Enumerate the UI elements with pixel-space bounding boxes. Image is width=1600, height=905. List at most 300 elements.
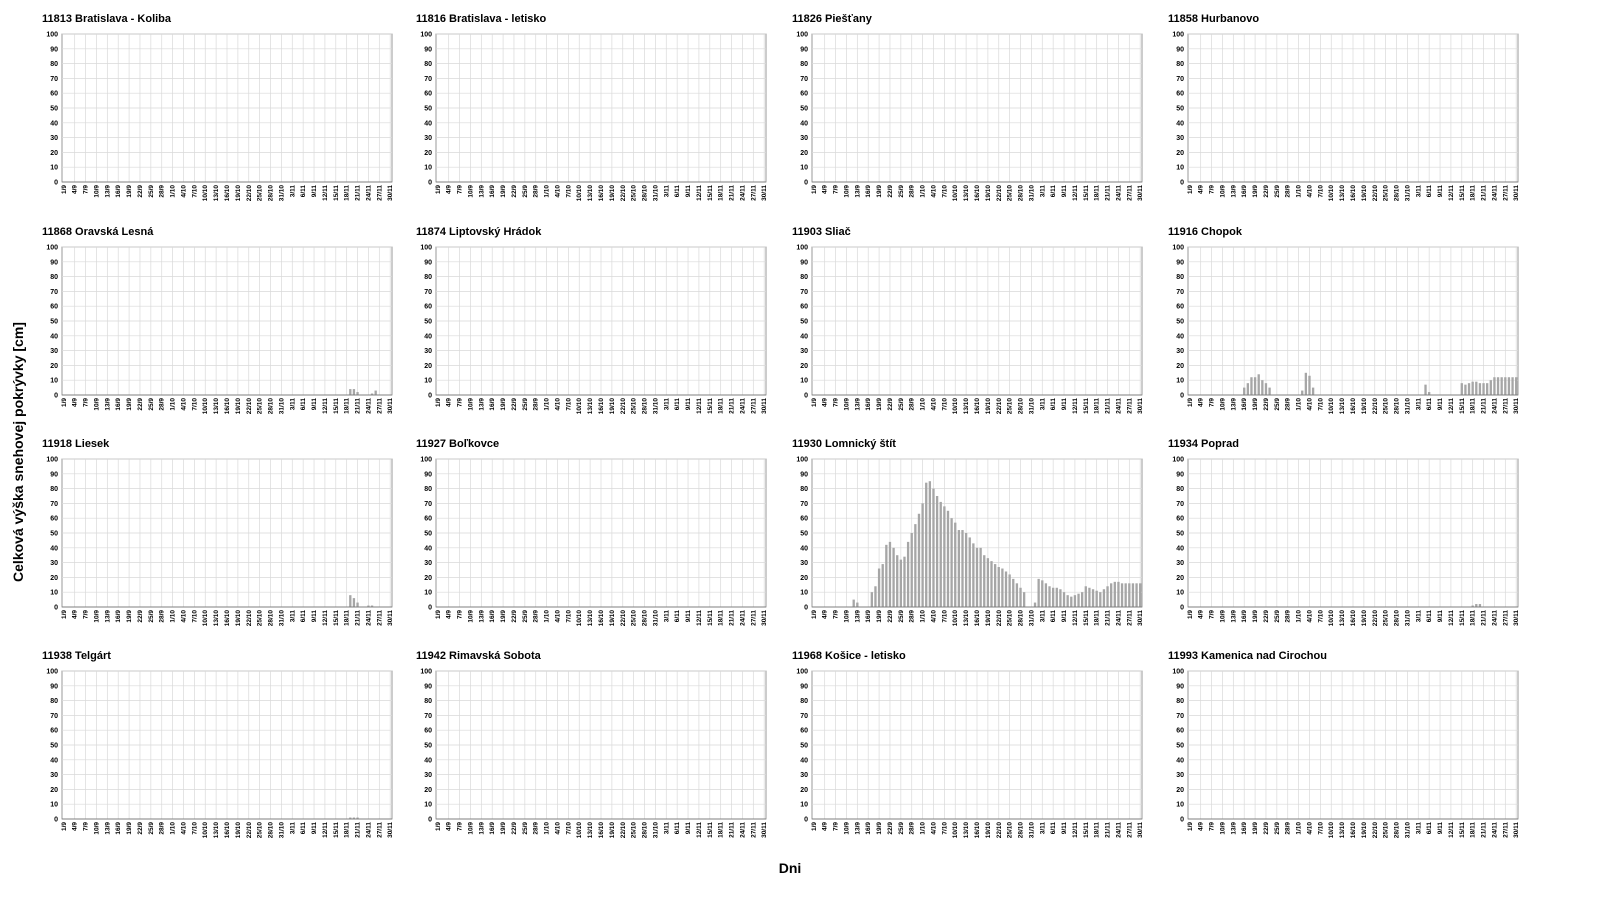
y-tick-label: 60 xyxy=(1176,303,1184,311)
x-tick-label: 1/10 xyxy=(169,185,177,198)
y-tick-label: 60 xyxy=(424,303,432,311)
x-tick-label: 13/9 xyxy=(1230,185,1238,198)
x-tick-label: 7/9 xyxy=(82,610,90,620)
y-tick-label: 30 xyxy=(1176,560,1184,568)
x-tick-label: 18/11 xyxy=(1093,610,1101,626)
x-tick-label: 27/11 xyxy=(1126,185,1134,201)
data-bar xyxy=(932,489,934,607)
x-tick-label: 13/10 xyxy=(213,185,221,202)
data-bar xyxy=(1005,571,1007,607)
x-tick-label: 7/9 xyxy=(456,398,464,408)
y-tick-label: 30 xyxy=(424,560,432,568)
x-tick-label: 16/9 xyxy=(1241,822,1249,835)
x-tick-label: 4/10 xyxy=(1306,398,1314,411)
data-bar xyxy=(896,555,898,607)
x-tick-label: 12/11 xyxy=(1447,822,1455,838)
x-tick-label: 13/10 xyxy=(213,398,221,415)
x-tick-label: 30/11 xyxy=(1137,185,1145,201)
x-tick-label: 13/9 xyxy=(854,398,862,411)
x-tick-label: 1/10 xyxy=(1295,185,1303,198)
x-tick-label: 21/11 xyxy=(1104,398,1112,414)
x-tick-label: 28/9 xyxy=(532,185,540,198)
y-tick-label: 50 xyxy=(424,742,432,750)
x-tick-label: 13/10 xyxy=(963,185,971,202)
data-bar xyxy=(1056,588,1058,607)
data-bar xyxy=(1258,374,1260,395)
x-tick-label: 1/9 xyxy=(810,398,818,408)
x-tick-label: 10/9 xyxy=(843,185,851,198)
x-tick-label: 13/9 xyxy=(104,185,112,198)
x-tick-label: 25/9 xyxy=(1273,822,1281,835)
data-bar xyxy=(878,569,880,607)
x-tick-label: 10/10 xyxy=(576,822,584,839)
x-tick-label: 10/9 xyxy=(93,610,101,623)
x-tick-label: 19/10 xyxy=(608,398,616,415)
data-bar xyxy=(1037,579,1039,607)
data-bar xyxy=(856,603,858,607)
x-tick-label: 16/9 xyxy=(865,610,873,623)
x-tick-label: 10/10 xyxy=(1328,610,1336,627)
x-tick-label: 7/9 xyxy=(832,185,840,195)
x-tick-label: 22/9 xyxy=(510,610,518,623)
y-tick-label: 50 xyxy=(424,530,432,538)
x-tick-label: 18/11 xyxy=(1469,185,1477,201)
y-tick-label: 50 xyxy=(50,318,58,326)
x-tick-label: 10/9 xyxy=(843,398,851,411)
x-tick-label: 19/9 xyxy=(876,185,884,198)
data-bar xyxy=(998,567,1000,607)
x-tick-label: 19/9 xyxy=(126,185,134,198)
x-tick-label: 9/11 xyxy=(685,398,693,411)
x-tick-label: 13/10 xyxy=(213,822,221,839)
x-tick-label: 6/11 xyxy=(1426,610,1434,623)
x-tick-label: 21/11 xyxy=(1480,398,1488,414)
y-tick-label: 60 xyxy=(800,727,808,735)
y-tick-label: 10 xyxy=(50,589,58,597)
data-bar xyxy=(1464,385,1466,395)
x-tick-label: 28/10 xyxy=(1393,822,1401,839)
x-tick-label: 1/10 xyxy=(169,610,177,623)
x-tick-label: 10/10 xyxy=(576,398,584,415)
x-tick-label: 24/11 xyxy=(1491,398,1499,414)
x-tick-label: 28/9 xyxy=(1284,610,1292,623)
x-tick-label: 4/9 xyxy=(821,822,829,832)
x-tick-label: 25/10 xyxy=(1006,398,1014,415)
y-tick-label: 20 xyxy=(424,362,432,370)
y-tick-label: 90 xyxy=(50,471,58,479)
x-tick-label: 16/10 xyxy=(1350,610,1357,627)
data-bar xyxy=(1501,377,1503,395)
x-tick-label: 4/10 xyxy=(180,822,188,835)
x-tick-label: 28/10 xyxy=(1017,398,1025,415)
x-tick-label: 12/11 xyxy=(1447,398,1455,414)
data-bar xyxy=(1305,373,1307,395)
y-tick-label: 10 xyxy=(800,589,808,597)
y-tick-label: 20 xyxy=(424,574,432,582)
x-tick-label: 18/11 xyxy=(343,398,351,414)
y-tick-label: 0 xyxy=(54,816,58,824)
x-tick-label: 28/10 xyxy=(1017,610,1025,627)
x-tick-label: 9/11 xyxy=(311,185,319,198)
data-bar xyxy=(874,586,876,607)
x-tick-label: 12/11 xyxy=(321,398,329,414)
data-bar xyxy=(1041,580,1043,607)
y-tick-label: 30 xyxy=(800,348,808,356)
data-bar xyxy=(349,389,351,395)
x-tick-label: 19/10 xyxy=(1360,610,1368,627)
y-tick-label: 70 xyxy=(424,75,432,83)
y-tick-label: 40 xyxy=(50,120,58,128)
data-bar xyxy=(1103,589,1105,607)
x-tick-label: 7/10 xyxy=(191,610,199,623)
x-tick-label: 22/10 xyxy=(995,610,1003,627)
x-tick-label: 22/9 xyxy=(136,610,144,623)
panel-title: 11874 Liptovský Hrádok xyxy=(416,226,542,238)
x-tick-label: 7/10 xyxy=(191,822,199,835)
x-tick-label: 16/10 xyxy=(1350,398,1357,415)
x-tick-label: 28/10 xyxy=(641,822,649,839)
x-tick-label: 22/9 xyxy=(1262,822,1270,835)
y-tick-label: 50 xyxy=(50,530,58,538)
x-tick-label: 7/9 xyxy=(832,822,840,832)
x-tick-label: 22/10 xyxy=(619,185,627,202)
panel-title: 11942 Rimavská Sobota xyxy=(416,650,541,662)
x-tick-label: 28/9 xyxy=(158,185,166,198)
x-tick-label: 10/10 xyxy=(952,185,960,202)
x-tick-label: 12/11 xyxy=(695,398,703,414)
x-tick-label: 12/11 xyxy=(321,610,329,626)
data-bar xyxy=(925,483,927,607)
y-tick-label: 80 xyxy=(1176,274,1184,282)
x-tick-label: 16/9 xyxy=(865,185,873,198)
data-bar xyxy=(1066,595,1068,607)
x-tick-label: 7/9 xyxy=(82,822,90,832)
x-tick-label: 28/9 xyxy=(158,610,166,623)
x-tick-label: 16/9 xyxy=(865,822,873,835)
x-tick-label: 1/10 xyxy=(919,398,927,411)
x-tick-label: 28/10 xyxy=(267,822,275,839)
data-bar xyxy=(958,530,960,607)
chart-panel xyxy=(792,226,1144,414)
x-tick-label: 10/10 xyxy=(202,822,210,839)
x-tick-label: 10/9 xyxy=(1219,398,1227,411)
x-tick-label: 28/9 xyxy=(158,822,166,835)
x-tick-label: 16/10 xyxy=(598,398,605,415)
x-tick-label: 1/10 xyxy=(919,610,927,623)
x-tick-label: 31/10 xyxy=(278,610,286,627)
data-bar xyxy=(1139,583,1141,607)
y-tick-label: 90 xyxy=(800,46,808,54)
x-tick-label: 15/11 xyxy=(1082,398,1090,414)
x-tick-label: 15/11 xyxy=(332,398,340,414)
x-tick-label: 13/9 xyxy=(478,610,486,623)
x-tick-label: 10/9 xyxy=(93,822,101,835)
chart-panel xyxy=(792,13,1144,201)
y-tick-label: 90 xyxy=(50,683,58,691)
x-tick-label: 18/11 xyxy=(343,822,351,838)
x-tick-label: 13/9 xyxy=(104,822,112,835)
data-bar xyxy=(940,502,942,607)
y-tick-label: 20 xyxy=(50,362,58,370)
y-tick-label: 60 xyxy=(424,727,432,735)
x-tick-label: 28/10 xyxy=(267,185,275,202)
chart-panel xyxy=(792,650,1144,838)
x-tick-label: 16/9 xyxy=(489,610,497,623)
x-tick-label: 10/10 xyxy=(202,398,210,415)
x-tick-label: 4/9 xyxy=(821,610,829,620)
x-tick-label: 9/11 xyxy=(685,185,693,198)
x-tick-label: 27/11 xyxy=(1126,822,1134,838)
x-tick-label: 9/11 xyxy=(1437,610,1445,623)
x-tick-label: 6/11 xyxy=(300,822,308,835)
x-tick-label: 25/10 xyxy=(1006,185,1014,202)
x-tick-label: 15/11 xyxy=(1082,185,1090,201)
x-tick-label: 7/9 xyxy=(1208,822,1216,832)
x-tick-label: 10/10 xyxy=(1328,822,1336,839)
x-tick-label: 27/11 xyxy=(750,822,758,838)
x-tick-label: 22/10 xyxy=(245,822,253,839)
y-tick-label: 50 xyxy=(1176,318,1184,326)
y-tick-label: 20 xyxy=(1176,149,1184,157)
x-tick-label: 12/11 xyxy=(1071,610,1079,626)
x-tick-label: 24/11 xyxy=(1491,185,1499,201)
x-tick-label: 21/11 xyxy=(1104,610,1112,626)
x-tick-label: 1/10 xyxy=(543,610,551,623)
shared-y-axis-label: Celková výška snehovej pokrývky [cm] xyxy=(10,322,26,582)
data-bar xyxy=(936,496,938,607)
x-tick-label: 21/11 xyxy=(728,185,736,201)
y-tick-label: 20 xyxy=(1176,786,1184,794)
data-bar xyxy=(1308,376,1310,395)
y-tick-label: 80 xyxy=(424,61,432,69)
y-tick-label: 100 xyxy=(420,244,432,252)
x-tick-label: 30/11 xyxy=(761,185,769,201)
x-tick-label: 31/10 xyxy=(1028,610,1036,627)
x-tick-label: 1/10 xyxy=(543,822,551,835)
x-tick-label: 19/10 xyxy=(1360,185,1368,202)
chart-panel xyxy=(42,13,394,201)
y-tick-label: 10 xyxy=(800,801,808,809)
y-tick-label: 90 xyxy=(1176,471,1184,479)
x-tick-label: 1/9 xyxy=(60,398,68,408)
chart-panel xyxy=(1168,226,1520,414)
x-tick-label: 21/11 xyxy=(728,610,736,626)
x-tick-label: 15/11 xyxy=(706,822,714,838)
x-tick-label: 16/9 xyxy=(1241,185,1249,198)
y-tick-label: 100 xyxy=(46,31,58,39)
x-tick-label: 31/10 xyxy=(1028,398,1036,415)
x-tick-label: 25/10 xyxy=(1382,610,1390,627)
y-tick-label: 50 xyxy=(800,318,808,326)
x-tick-label: 7/10 xyxy=(565,610,573,623)
panel-title: 11938 Telgárt xyxy=(42,650,111,662)
data-bar xyxy=(889,542,891,607)
data-bar xyxy=(1088,588,1090,607)
y-tick-label: 100 xyxy=(420,31,432,39)
data-bar xyxy=(892,548,894,607)
x-tick-label: 21/11 xyxy=(1480,610,1488,626)
x-tick-label: 22/9 xyxy=(886,398,894,411)
chart-panel xyxy=(792,438,1144,626)
x-tick-label: 10/10 xyxy=(576,185,584,202)
x-tick-label: 7/9 xyxy=(1208,398,1216,408)
x-tick-label: 1/10 xyxy=(919,185,927,198)
x-tick-label: 31/10 xyxy=(1028,185,1036,202)
x-tick-label: 13/10 xyxy=(587,398,595,415)
data-bar xyxy=(1063,592,1065,607)
data-bar xyxy=(929,481,931,607)
x-tick-label: 16/10 xyxy=(974,185,981,202)
x-tick-label: 7/9 xyxy=(82,398,90,408)
y-tick-label: 20 xyxy=(50,149,58,157)
y-tick-label: 70 xyxy=(800,500,808,508)
x-tick-label: 22/10 xyxy=(1371,822,1379,839)
y-tick-label: 40 xyxy=(424,333,432,341)
y-tick-label: 60 xyxy=(424,515,432,523)
y-tick-label: 50 xyxy=(424,105,432,113)
x-tick-label: 1/10 xyxy=(919,822,927,835)
x-tick-label: 1/9 xyxy=(434,398,442,408)
panel-title: 11930 Lomnický štít xyxy=(792,438,896,450)
data-bar xyxy=(1268,388,1270,395)
x-tick-label: 10/10 xyxy=(202,185,210,202)
panel-title: 11934 Poprad xyxy=(1168,438,1239,450)
x-tick-label: 16/9 xyxy=(115,185,123,198)
data-bar xyxy=(965,533,967,607)
data-bar xyxy=(1515,377,1517,395)
data-bar xyxy=(1128,583,1130,607)
y-tick-label: 70 xyxy=(800,288,808,296)
data-bar xyxy=(853,600,855,607)
x-tick-label: 4/10 xyxy=(180,185,188,198)
y-tick-label: 60 xyxy=(50,90,58,98)
x-tick-label: 13/10 xyxy=(963,822,971,839)
y-tick-label: 10 xyxy=(424,377,432,385)
data-bar xyxy=(353,389,355,395)
x-tick-label: 21/11 xyxy=(354,398,362,414)
x-tick-label: 31/10 xyxy=(1028,822,1036,839)
x-tick-label: 12/11 xyxy=(695,822,703,838)
x-tick-label: 9/11 xyxy=(1437,822,1445,835)
x-tick-label: 3/11 xyxy=(1415,822,1423,835)
y-tick-label: 0 xyxy=(428,816,432,824)
x-tick-label: 16/9 xyxy=(1241,610,1249,623)
y-tick-label: 30 xyxy=(1176,348,1184,356)
x-tick-label: 7/10 xyxy=(1317,398,1325,411)
x-tick-label: 7/10 xyxy=(191,185,199,198)
x-tick-label: 30/11 xyxy=(387,822,395,838)
x-tick-label: 13/10 xyxy=(587,610,595,627)
data-bar xyxy=(994,564,996,607)
x-tick-label: 3/11 xyxy=(289,398,297,411)
x-tick-label: 28/10 xyxy=(1393,398,1401,415)
y-tick-label: 60 xyxy=(50,727,58,735)
x-tick-label: 13/10 xyxy=(1339,610,1347,627)
x-tick-label: 22/9 xyxy=(886,185,894,198)
x-tick-label: 22/10 xyxy=(995,822,1003,839)
x-tick-label: 28/9 xyxy=(908,398,916,411)
x-tick-label: 30/11 xyxy=(1513,610,1521,626)
x-tick-label: 19/10 xyxy=(1360,822,1368,839)
y-tick-label: 80 xyxy=(424,274,432,282)
data-bar xyxy=(1135,583,1137,607)
x-tick-label: 31/10 xyxy=(652,610,660,627)
x-tick-label: 1/9 xyxy=(60,822,68,832)
x-tick-label: 19/9 xyxy=(126,398,134,411)
x-tick-label: 28/10 xyxy=(641,185,649,202)
x-tick-label: 28/9 xyxy=(908,185,916,198)
x-tick-label: 15/11 xyxy=(706,610,714,626)
y-tick-label: 0 xyxy=(54,604,58,612)
x-tick-label: 28/9 xyxy=(908,822,916,835)
x-tick-label: 6/11 xyxy=(1050,185,1058,198)
data-bar xyxy=(1132,583,1134,607)
x-tick-label: 3/11 xyxy=(1415,610,1423,623)
data-bar xyxy=(914,524,916,607)
y-tick-label: 50 xyxy=(800,105,808,113)
y-tick-label: 90 xyxy=(424,259,432,267)
x-tick-label: 25/10 xyxy=(256,398,264,415)
y-tick-label: 0 xyxy=(804,392,808,400)
x-tick-label: 13/9 xyxy=(478,822,486,835)
x-tick-label: 22/10 xyxy=(245,185,253,202)
x-tick-label: 25/9 xyxy=(1273,185,1281,198)
x-tick-label: 25/9 xyxy=(521,610,529,623)
x-tick-label: 13/9 xyxy=(478,185,486,198)
y-tick-label: 20 xyxy=(800,786,808,794)
x-tick-label: 24/11 xyxy=(1115,610,1123,626)
x-tick-label: 6/11 xyxy=(1426,822,1434,835)
x-tick-label: 31/10 xyxy=(1404,610,1412,627)
data-bar xyxy=(1301,391,1303,395)
y-tick-label: 100 xyxy=(796,244,808,252)
x-tick-label: 10/9 xyxy=(467,398,475,411)
x-tick-label: 24/11 xyxy=(1491,610,1499,626)
panel-title: 11826 Piešťany xyxy=(792,13,872,25)
y-tick-label: 70 xyxy=(50,500,58,508)
x-tick-label: 10/10 xyxy=(1328,398,1336,415)
x-tick-label: 18/11 xyxy=(717,185,725,201)
x-tick-label: 30/11 xyxy=(1137,822,1145,838)
data-bar xyxy=(983,555,985,607)
y-tick-label: 100 xyxy=(1172,244,1184,252)
x-tick-label: 31/10 xyxy=(278,185,286,202)
x-tick-label: 12/11 xyxy=(695,185,703,201)
x-tick-label: 15/11 xyxy=(1082,822,1090,838)
x-tick-label: 30/11 xyxy=(761,610,769,626)
data-bar xyxy=(1486,383,1488,395)
x-tick-label: 4/10 xyxy=(930,822,938,835)
y-tick-label: 40 xyxy=(424,545,432,553)
x-tick-label: 21/11 xyxy=(354,822,362,838)
data-bar xyxy=(911,533,913,607)
x-tick-label: 1/10 xyxy=(543,185,551,198)
x-tick-label: 3/11 xyxy=(663,185,671,198)
data-bar xyxy=(1001,569,1003,607)
chart-panel xyxy=(1168,438,1520,626)
x-tick-label: 7/9 xyxy=(1208,610,1216,620)
data-bar xyxy=(1254,377,1256,395)
shared-x-axis-label: Dni xyxy=(778,860,802,876)
y-tick-label: 70 xyxy=(1176,712,1184,720)
x-tick-label: 15/11 xyxy=(332,185,340,201)
x-tick-label: 21/11 xyxy=(354,185,362,201)
data-bar xyxy=(969,537,971,607)
data-bar xyxy=(976,548,978,607)
x-tick-label: 16/10 xyxy=(224,185,231,202)
x-tick-label: 7/9 xyxy=(832,610,840,620)
x-tick-label: 10/10 xyxy=(952,398,960,415)
